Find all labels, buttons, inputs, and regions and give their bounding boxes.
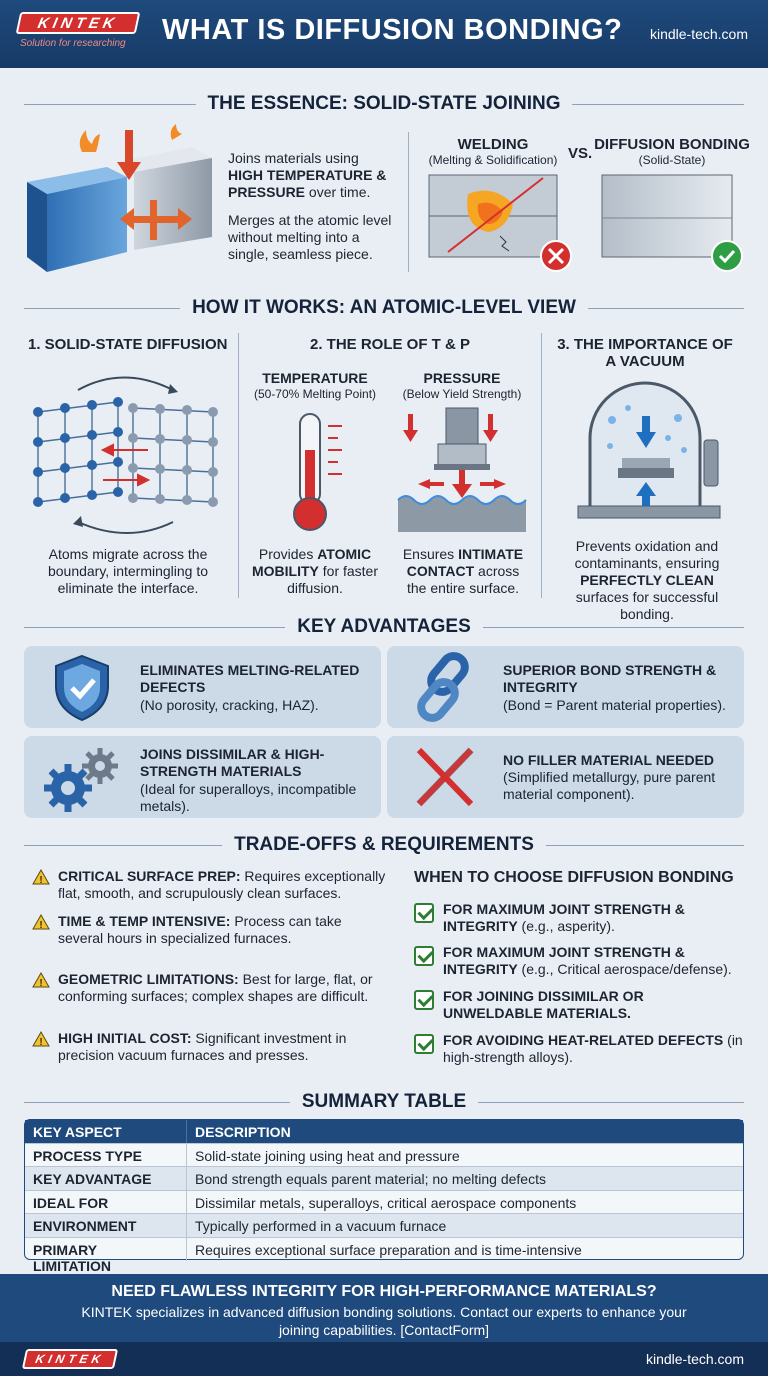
svg-text:!: ! xyxy=(39,920,43,931)
table-row: KEY ADVANTAGE Bond strength equals parent material; no melting defects xyxy=(25,1167,743,1191)
pressure-text: Ensures INTIMATE CONTACT across the entire surface. xyxy=(402,546,524,596)
checkbox-icon xyxy=(414,946,434,966)
shield-check-icon xyxy=(52,654,112,722)
pressure-subtitle: (Below Yield Strength) xyxy=(402,387,522,401)
welding-subtitle: (Melting & Solidification) xyxy=(428,153,558,167)
footer-site-link[interactable]: kindle-tech.com xyxy=(645,1351,744,1367)
atomic-lattice-icon xyxy=(18,372,233,540)
vacuum-chamber-icon xyxy=(570,378,730,526)
diffusion-bonding-subtitle: (Solid-State) xyxy=(638,153,706,167)
kintek-logo[interactable]: KINTEK xyxy=(16,12,141,34)
warning-icon xyxy=(32,972,50,988)
divider xyxy=(408,132,409,272)
warning-icon xyxy=(32,1031,50,1047)
advantage-card: NO FILLER MATERIAL NEEDED (Simplified metallurgy, pure parent material component). xyxy=(387,736,744,818)
logo-tagline: Solution for researching xyxy=(20,38,126,49)
choose-heading: WHEN TO CHOOSE DIFFUSION BONDING xyxy=(414,869,734,886)
press-icon xyxy=(398,408,526,532)
choose-item: FOR MAXIMUM JOINT STRENGTH & INTEGRITY (e.g., asperity). xyxy=(443,901,685,934)
choose-item: FOR JOINING DISSIMILAR OR UNWELDABLE MATERIALS. xyxy=(443,988,644,1021)
section-heading-tradeoffs: TRADE-OFFS & REQUIREMENTS xyxy=(24,835,744,855)
advantage-card: ELIMINATES MELTING-RELATED DEFECTS (No porosity, cracking, HAZ). xyxy=(24,646,381,728)
essence-text-1: Joins materials using HIGH TEMPERATURE & PRESSURE over time. xyxy=(228,150,387,200)
summary-table xyxy=(24,1119,744,1274)
header xyxy=(0,0,768,68)
divider xyxy=(541,333,542,598)
welding-defect-icon xyxy=(428,174,573,274)
tp-column-title: 2. THE ROLE OF T & P xyxy=(309,336,470,353)
table-row: PRIMARY LIMITATION Requires exceptional surface preparation and is time-intensive xyxy=(25,1238,743,1262)
svg-text:!: ! xyxy=(39,875,43,886)
essence-text-2: Merges at the atomic level without melting into a single, seamless piece. xyxy=(228,212,392,262)
footer xyxy=(0,1342,768,1376)
section-heading-how: HOW IT WORKS: AN ATOMIC-LEVEL VIEW xyxy=(24,298,744,318)
temperature-title: TEMPERATURE xyxy=(262,370,368,386)
site-link[interactable]: kindle-tech.com xyxy=(649,26,748,42)
temperature-subtitle: (50-70% Melting Point) xyxy=(253,387,377,401)
chain-link-icon xyxy=(411,652,477,722)
page-title: WHAT IS DIFFUSION BONDING? xyxy=(162,14,623,46)
tradeoff-item: HIGH INITIAL COST: Significant investment in precision vacuum furnaces and presses. xyxy=(58,1030,347,1063)
advantage-card: JOINS DISSIMILAR & HIGH-STRENGTH MATERIALS (Ideal for superalloys, incompatible metals). xyxy=(24,736,381,818)
vs-label: VS. xyxy=(568,145,593,162)
diffusion-bonding-title: DIFFUSION BONDING xyxy=(594,136,750,153)
temperature-text: Provides ATOMIC MOBILITY for faster diffusion. xyxy=(251,546,379,596)
divider xyxy=(238,333,239,598)
tradeoff-item: GEOMETRIC LIMITATIONS: Best for large, flat, or conforming surfaces; complex shapes are difficult. xyxy=(58,971,373,1004)
table-row: PROCESS TYPE Solid-state joining using heat and pressure xyxy=(25,1144,743,1168)
warning-icon xyxy=(32,869,50,885)
cta-title: NEED FLAWLESS INTEGRITY FOR HIGH-PERFORMANCE MATERIALS? xyxy=(111,1283,657,1300)
cta-text: KINTEK specializes in advanced diffusion bonding solutions. Contact our experts to enhance your joining capabilities. [ContactForm] xyxy=(81,1304,687,1338)
vacuum-column-title: 3. THE IMPORTANCE OF A VACUUM xyxy=(557,336,733,370)
choose-item: FOR MAXIMUM JOINT STRENGTH & INTEGRITY (e.g., Critical aerospace/defense). xyxy=(443,944,732,977)
pressure-title: PRESSURE xyxy=(423,370,501,386)
vacuum-column-text: Prevents oxidation and contaminants, ensuring PERFECTLY CLEAN surfaces for successful bonding. xyxy=(574,538,720,622)
tradeoff-item: TIME & TEMP INTENSIVE: Process can take several hours in specialized furnaces. xyxy=(58,913,342,946)
svg-text:!: ! xyxy=(39,978,43,989)
joining-blocks-icon xyxy=(22,122,222,277)
footer-logo[interactable]: KINTEK xyxy=(22,1349,118,1369)
no-filler-icon xyxy=(413,744,477,810)
choose-item: FOR AVOIDING HEAT-RELATED DEFECTS (in high-strength alloys). xyxy=(443,1032,743,1065)
gears-icon xyxy=(40,744,124,814)
svg-text:!: ! xyxy=(39,1037,43,1048)
section-heading-essence: THE ESSENCE: SOLID-STATE JOINING xyxy=(24,94,744,114)
seamless-bond-icon xyxy=(601,174,746,274)
table-header-row: KEY ASPECT DESCRIPTION xyxy=(25,1120,743,1144)
table-row: IDEAL FOR Dissimilar metals, superalloys, critical aerospace components xyxy=(25,1191,743,1215)
table-row: ENVIRONMENT Typically performed in a vacuum furnace xyxy=(25,1214,743,1238)
checkbox-icon xyxy=(414,1034,434,1054)
warning-icon xyxy=(32,914,50,930)
checkbox-icon xyxy=(414,990,434,1010)
section-heading-advantages: KEY ADVANTAGES xyxy=(24,617,744,637)
tradeoff-item: CRITICAL SURFACE PREP: Requires exceptionally flat, smooth, and scrupulously clean surfaces. xyxy=(58,868,386,901)
thermometer-icon xyxy=(286,410,348,534)
welding-title: WELDING xyxy=(457,136,529,153)
diffusion-column-title: 1. SOLID-STATE DIFFUSION xyxy=(28,336,228,353)
checkbox-icon xyxy=(414,903,434,923)
advantage-card: SUPERIOR BOND STRENGTH & INTEGRITY (Bond = Parent material properties). xyxy=(387,646,744,728)
diffusion-column-text: Atoms migrate across the boundary, intermingling to eliminate the interface. xyxy=(47,546,209,596)
section-heading-summary: SUMMARY TABLE xyxy=(24,1092,744,1112)
call-to-action[interactable] xyxy=(0,1274,768,1342)
